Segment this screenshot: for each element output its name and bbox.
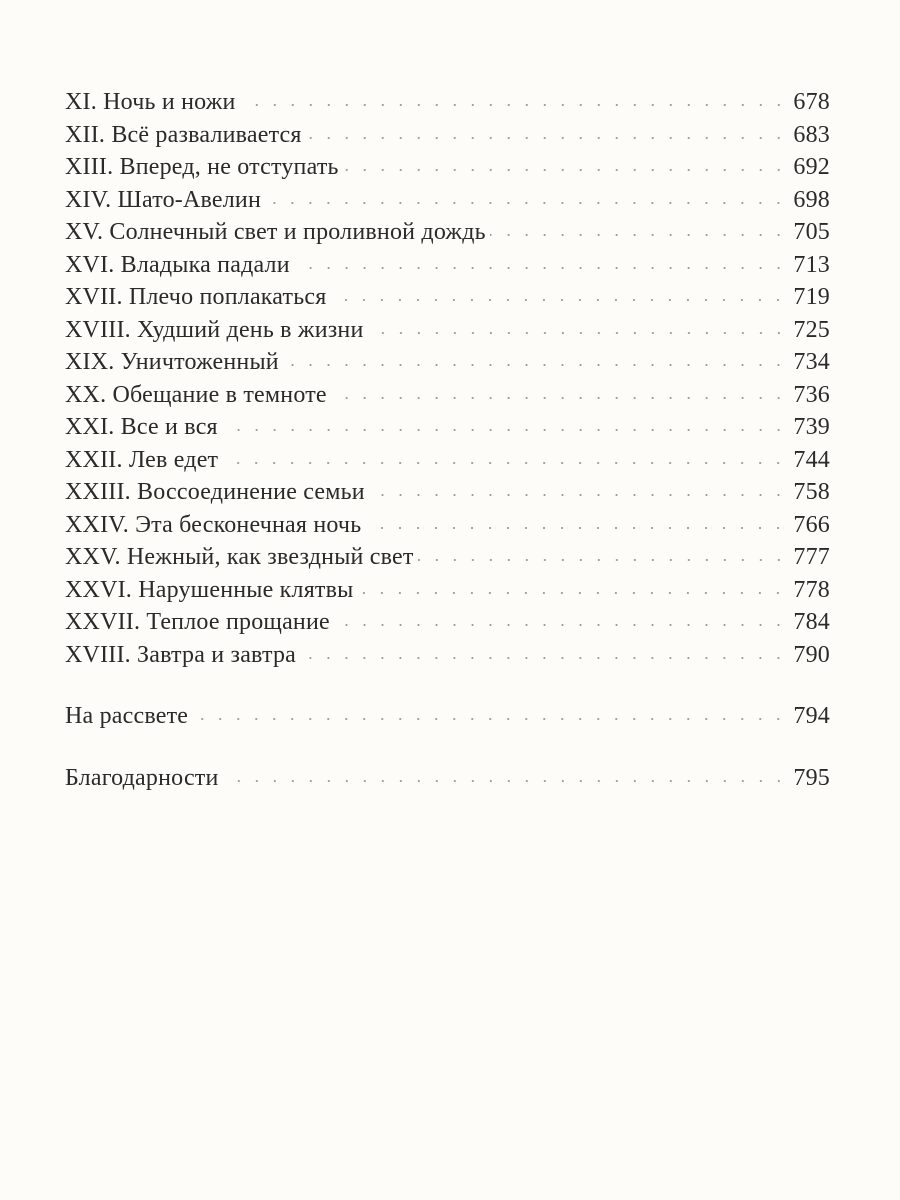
toc-entry-page-number: 705 xyxy=(793,219,830,245)
toc-entry-chapter-11 xyxy=(65,86,830,119)
toc-entry-chapter-19 xyxy=(65,346,830,379)
toc-entry-page-number: 698 xyxy=(793,186,830,213)
toc-entry-page-number: 739 xyxy=(793,414,830,440)
toc-entry-title: XXIV. Эта бесконечная ночь xyxy=(65,511,362,538)
toc-entry-chapter-16 xyxy=(65,249,830,282)
toc-entry-epilogue xyxy=(65,700,830,733)
toc-entry-chapter-17 xyxy=(65,281,830,314)
toc-entry-title: XXI. Все и вся xyxy=(65,414,218,440)
toc-entry-chapter-18 xyxy=(65,314,830,347)
toc-entry-page-number: 795 xyxy=(793,764,830,791)
dot-leader xyxy=(223,779,788,783)
toc-entry-page-number: 725 xyxy=(793,316,830,343)
toc-entry-title: XVIII. Худший день в жизни xyxy=(65,316,364,343)
toc-entry-page-number: 744 xyxy=(793,446,830,473)
section-spacer xyxy=(65,671,830,700)
toc-entry-title: XIII. Вперед, не отступать xyxy=(65,154,339,180)
dot-leader xyxy=(331,396,788,400)
toc-entry-page-number: 790 xyxy=(793,641,830,668)
toc-entry-page-number: 713 xyxy=(793,251,830,278)
toc-entry-title: XXII. Лев едет xyxy=(65,446,219,473)
toc-entry-title: XVI. Владыка падали xyxy=(65,251,290,278)
dot-leader xyxy=(283,363,788,367)
toc-entry-title: XVIII. Завтра и завтра xyxy=(65,641,297,668)
toc-entry-page-number: 734 xyxy=(793,349,830,375)
toc-entry-title: XII. Всё разваливается xyxy=(65,121,302,148)
toc-entry-chapter-28 xyxy=(65,639,830,672)
dot-leader xyxy=(240,103,788,107)
toc-entry-title: XXIII. Воссоединение семьи xyxy=(65,479,365,505)
toc-entry-title: XXVI. Нарушенные клятвы xyxy=(65,576,354,603)
toc-entry-title: XV. Солнечный свет и проливной дождь xyxy=(65,219,486,245)
toc-entry-chapter-23 xyxy=(65,476,830,509)
toc-entry-page-number: 766 xyxy=(793,511,830,538)
toc-entry-page-number: 683 xyxy=(793,121,830,148)
toc-entry-title: Благодарности xyxy=(65,764,219,791)
dot-leader xyxy=(490,233,788,237)
dot-leader xyxy=(334,623,788,627)
toc-entry-title: XX. Обещание в темноте xyxy=(65,381,327,408)
section-spacer xyxy=(65,733,830,762)
toc-entry-page-number: 794 xyxy=(793,703,830,729)
toc-entry-title: XIV. Шато-Авелин xyxy=(65,186,262,213)
dot-leader xyxy=(265,201,787,205)
toc-entry-title: XXVII. Теплое прощание xyxy=(65,609,330,635)
toc-entry-page-number: 777 xyxy=(793,544,830,570)
dot-leader xyxy=(306,136,788,140)
dot-leader xyxy=(418,558,788,562)
toc-entry-chapter-12 xyxy=(65,119,830,152)
toc-entry-chapter-21 xyxy=(65,411,830,444)
toc-entry-title: XIX. Уничтоженный xyxy=(65,349,279,375)
dot-leader xyxy=(222,428,788,432)
toc-entry-chapter-22 xyxy=(65,444,830,477)
toc-entry-chapter-26 xyxy=(65,574,830,607)
toc-entry-chapter-13 xyxy=(65,151,830,184)
toc-entry-page-number: 678 xyxy=(793,89,830,115)
dot-leader xyxy=(294,266,788,270)
toc-entry-page-number: 778 xyxy=(793,576,830,603)
toc-entry-page-number: 758 xyxy=(793,479,830,505)
toc-entry-chapter-25 xyxy=(65,541,830,574)
toc-entry-chapter-24 xyxy=(65,509,830,542)
toc-entry-title: На рассвете xyxy=(65,703,189,729)
dot-leader xyxy=(192,717,787,721)
dot-leader xyxy=(343,168,788,172)
dot-leader xyxy=(369,493,788,497)
toc-entry-title: XXV. Нежный, как звездный свет xyxy=(65,544,414,570)
toc-entry-page-number: 784 xyxy=(793,609,830,635)
toc-entry-page-number: 736 xyxy=(793,381,830,408)
toc-entry-acknowledgements xyxy=(65,762,830,795)
dot-leader xyxy=(368,331,788,335)
toc-entry-chapter-20 xyxy=(65,379,830,412)
toc-entry-title: XI. Ночь и ножи xyxy=(65,89,236,115)
toc-entry-page-number: 719 xyxy=(793,284,830,310)
toc-entry-chapter-27 xyxy=(65,606,830,639)
toc-entry-chapter-14 xyxy=(65,184,830,217)
dot-leader xyxy=(300,656,787,660)
dot-leader xyxy=(357,591,787,595)
table-of-contents xyxy=(65,86,830,794)
toc-entry-chapter-15 xyxy=(65,216,830,249)
dot-leader xyxy=(365,526,787,530)
dot-leader xyxy=(222,461,787,465)
toc-entry-page-number: 692 xyxy=(793,154,830,180)
toc-entry-title: XVII. Плечо поплакаться xyxy=(65,284,327,310)
dot-leader xyxy=(330,298,787,302)
